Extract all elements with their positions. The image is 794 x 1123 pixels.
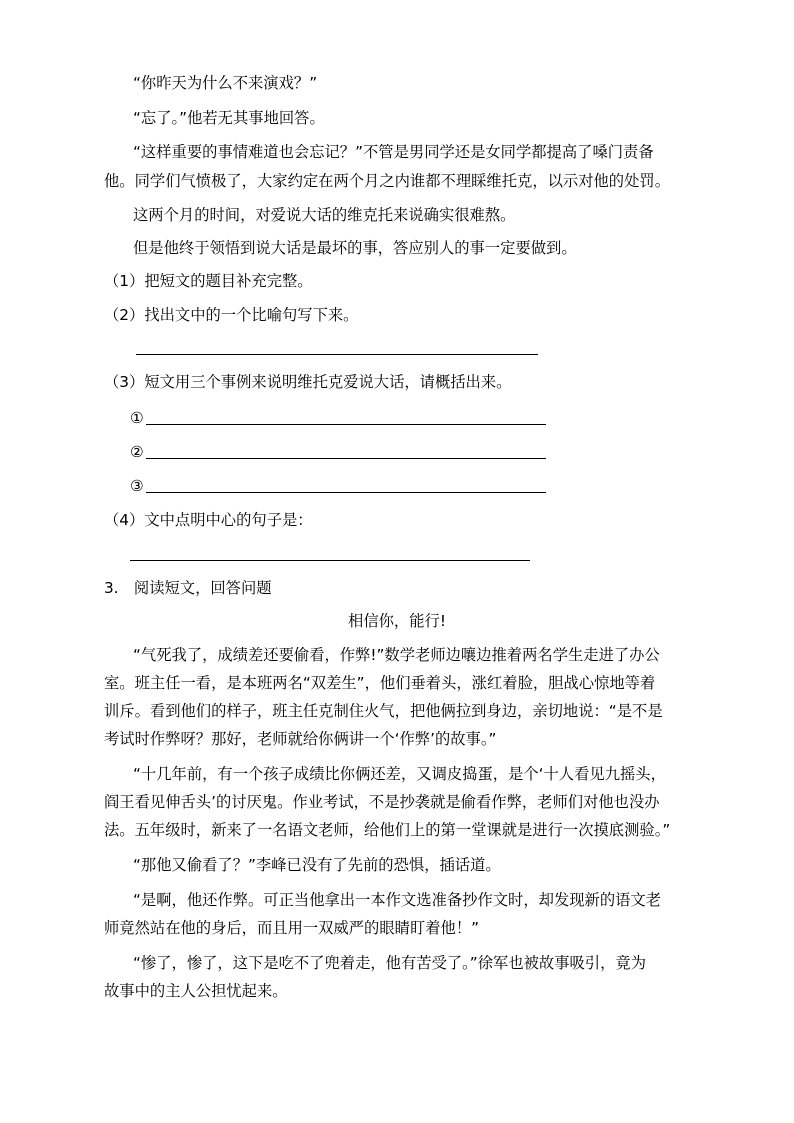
article-paragraph: “那他又偷看了？”李峰已没有了先前的恐惧，插话道。 <box>133 856 501 874</box>
article-paragraph: 故事中的主人公担忧起来。 <box>104 982 288 1000</box>
passage-paragraph: 但是他终于领悟到说大话是最坏的事，答应别人的事一定要做到。 <box>133 239 577 257</box>
passage-paragraph: “忘了。”他若无其事地回答。 <box>133 109 325 127</box>
answer-line-q4[interactable] <box>130 560 530 561</box>
article-paragraph: “惨了，惨了，这下是吃不了兜着走，他有苦受了。”徐军也被故事吸引，竟为 <box>133 954 646 972</box>
passage-paragraph: “这样重要的事情难道也会忘记？”不管是男同学还是女同学都提高了嗓门责备 <box>133 143 654 161</box>
article-paragraph: 室。班主任一看，是本班两名“双差生”，他们垂着头，涨红着脸，胆战心惊地等着 <box>104 674 656 692</box>
answer-marker-2: ② <box>130 443 144 461</box>
answer-line-q3-2[interactable] <box>146 458 546 459</box>
answer-line-q3-1[interactable] <box>146 424 546 425</box>
question-3: （3）短文用三个事例来说明维托克爱说大话，请概括出来。 <box>104 373 512 391</box>
article-paragraph: 训斥。看到他们的样子，班主任克制住火气，把他俩拉到身边，亲切地说：“是不是 <box>104 702 663 720</box>
question-2: （2）找出文中的一个比喻句写下来。 <box>104 306 359 324</box>
question-4: （4）文中点明中心的句子是： <box>104 511 313 529</box>
passage-paragraph: 他。同学们气愤极了，大家约定在两个月之内谁都不理睬维托克，以示对他的处罚。 <box>104 172 670 190</box>
answer-line-q3-3[interactable] <box>146 492 546 493</box>
passage-paragraph: “你昨天为什么不来演戏？” <box>133 74 318 92</box>
article-paragraph: “是啊，他还作弊。可正当他拿出一本作文选准备抄作文时，却发现新的语文老 <box>133 891 662 909</box>
article-paragraph: “十几年前，有一个孩子成绩比你俩还差，又调皮捣蛋，是个‘十人看见九摇头， <box>133 765 666 783</box>
answer-marker-1: ① <box>130 409 144 427</box>
article-paragraph: 法。五年级时，新来了一名语文老师，给他们上的第一堂课就是进行一次摸底测验。” <box>104 821 671 839</box>
article-title: 相信你，能行! <box>348 612 446 630</box>
question-1: （1）把短文的题目补充完整。 <box>104 272 313 290</box>
answer-line-q2[interactable] <box>136 354 538 355</box>
section-heading: 3. 阅读短文，回答问题 <box>104 579 272 597</box>
article-paragraph: 阎王看见伸舌头’的讨厌鬼。作业考试，不是抄袭就是偷看作弊，老师们对他也没办 <box>104 793 660 811</box>
answer-marker-3: ③ <box>130 477 144 495</box>
article-paragraph: 考试时作弊呀？那好，老师就给你俩讲一个‘作弊’的故事。” <box>104 730 497 748</box>
passage-paragraph: 这两个月的时间，对爱说大话的维克托来说确实很难熬。 <box>133 206 516 224</box>
article-paragraph: 师竟然站在他的身后，而且用一双威严的眼睛盯着他！” <box>104 919 480 937</box>
article-paragraph: “气死我了，成绩差还要偷看，作弊!”数学老师边嚷边推着两名学生走进了办公 <box>133 646 660 664</box>
